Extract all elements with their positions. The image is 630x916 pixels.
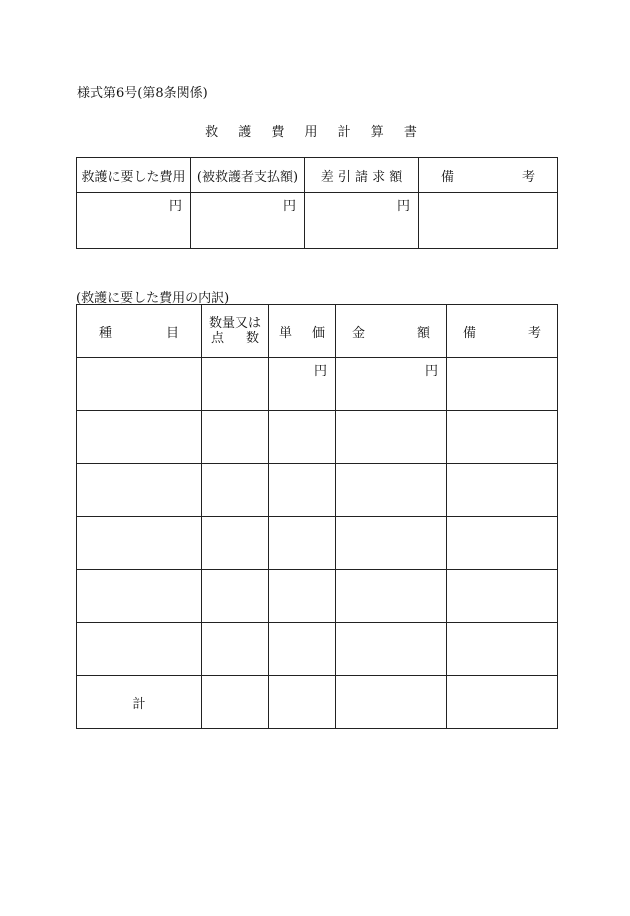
remarks-char-1: 備 bbox=[441, 169, 455, 185]
rescue-cost-cell[interactable] bbox=[77, 193, 191, 249]
total-amount-cell[interactable] bbox=[336, 676, 447, 729]
amount-cell[interactable] bbox=[336, 623, 447, 676]
item-cell[interactable] bbox=[77, 411, 202, 464]
remarks-char-2: 考 bbox=[521, 169, 535, 185]
yen-unit: 円 bbox=[396, 199, 410, 214]
quantity-cell[interactable] bbox=[202, 570, 269, 623]
quantity-label-top: 数量又は bbox=[208, 316, 261, 331]
total-unit-price-cell[interactable] bbox=[269, 676, 336, 729]
summary-value-row bbox=[77, 193, 558, 249]
form-number: 様式第6号(第8条関係) bbox=[77, 86, 208, 101]
unit-price-cell[interactable] bbox=[269, 358, 336, 411]
breakdown-title: (救護に要した費用の内訳) bbox=[76, 291, 230, 306]
remarks-cell[interactable] bbox=[447, 358, 558, 411]
total-quantity-cell[interactable] bbox=[202, 676, 269, 729]
total-remarks-cell[interactable] bbox=[447, 676, 558, 729]
header-remarks bbox=[447, 305, 558, 358]
item-cell[interactable] bbox=[77, 358, 202, 411]
header-amount bbox=[336, 305, 447, 358]
header-quantity bbox=[202, 305, 269, 358]
quantity-char-1: 点 bbox=[210, 331, 224, 346]
quantity-cell[interactable] bbox=[202, 464, 269, 517]
quantity-cell[interactable] bbox=[202, 358, 269, 411]
yen-unit: 円 bbox=[282, 199, 296, 214]
summary-table bbox=[76, 157, 558, 249]
breakdown-header-row bbox=[77, 305, 558, 358]
amount-cell[interactable] bbox=[336, 411, 447, 464]
table-row bbox=[77, 464, 558, 517]
yen-unit: 円 bbox=[168, 199, 182, 214]
amount-cell[interactable] bbox=[336, 464, 447, 517]
yen-unit: 円 bbox=[424, 364, 438, 379]
remarks-cell[interactable] bbox=[447, 411, 558, 464]
amount-cell[interactable] bbox=[336, 358, 447, 411]
remarks-char-1: 備 bbox=[463, 325, 477, 341]
item-cell[interactable] bbox=[77, 623, 202, 676]
header-net-claim: 差 引 請 求 額 bbox=[305, 158, 419, 193]
quantity-cell[interactable] bbox=[202, 623, 269, 676]
remarks-cell[interactable] bbox=[447, 517, 558, 570]
header-rescue-cost: 救護に要した費用 bbox=[77, 158, 191, 193]
unit-price-char-2: 価 bbox=[311, 325, 325, 341]
unit-price-cell[interactable] bbox=[269, 517, 336, 570]
item-char-1: 種 bbox=[99, 325, 113, 341]
document-title: 救 護 費 用 計 算 書 bbox=[205, 125, 425, 140]
table-row bbox=[77, 623, 558, 676]
remarks-cell[interactable] bbox=[447, 623, 558, 676]
total-label: 計 bbox=[77, 676, 202, 729]
net-claim-cell[interactable] bbox=[305, 193, 419, 249]
remarks-cell[interactable] bbox=[447, 570, 558, 623]
amount-char-2: 額 bbox=[416, 325, 430, 341]
item-cell[interactable] bbox=[77, 464, 202, 517]
remarks-char-2: 考 bbox=[527, 325, 541, 341]
unit-price-cell[interactable] bbox=[269, 464, 336, 517]
total-row bbox=[77, 676, 558, 729]
item-cell[interactable] bbox=[77, 517, 202, 570]
yen-unit: 円 bbox=[313, 364, 327, 379]
unit-price-char-1: 単 bbox=[279, 325, 293, 341]
table-row bbox=[77, 517, 558, 570]
remarks-cell[interactable] bbox=[419, 193, 558, 249]
breakdown-table bbox=[76, 304, 558, 729]
remarks-cell[interactable] bbox=[447, 464, 558, 517]
unit-price-cell[interactable] bbox=[269, 411, 336, 464]
header-remarks bbox=[419, 158, 558, 193]
paid-by-rescued-cell[interactable] bbox=[191, 193, 305, 249]
table-row bbox=[77, 570, 558, 623]
table-row bbox=[77, 358, 558, 411]
unit-price-cell[interactable] bbox=[269, 623, 336, 676]
item-char-2: 目 bbox=[165, 325, 179, 341]
amount-char-1: 金 bbox=[352, 325, 366, 341]
unit-price-cell[interactable] bbox=[269, 570, 336, 623]
quantity-char-2: 数 bbox=[245, 331, 259, 346]
quantity-cell[interactable] bbox=[202, 411, 269, 464]
header-paid-by-rescued: (被救護者支払額) bbox=[191, 158, 305, 193]
header-item bbox=[77, 305, 202, 358]
summary-header-row bbox=[77, 158, 558, 193]
amount-cell[interactable] bbox=[336, 570, 447, 623]
quantity-cell[interactable] bbox=[202, 517, 269, 570]
header-unit-price bbox=[269, 305, 336, 358]
amount-cell[interactable] bbox=[336, 517, 447, 570]
item-cell[interactable] bbox=[77, 570, 202, 623]
table-row bbox=[77, 411, 558, 464]
